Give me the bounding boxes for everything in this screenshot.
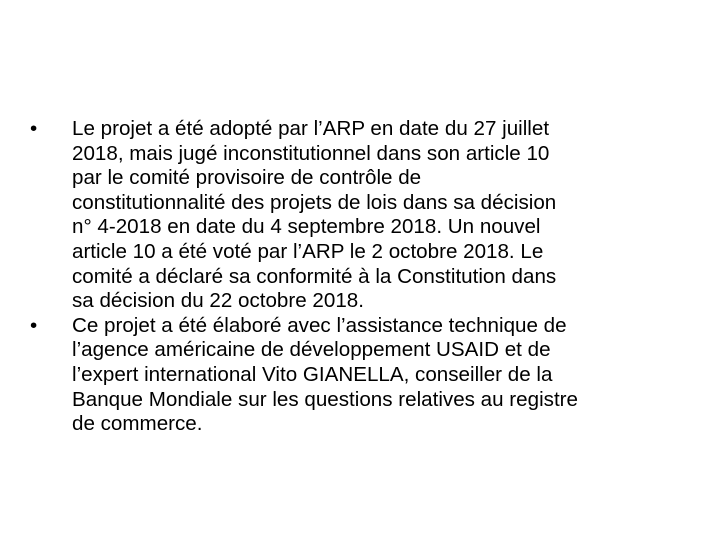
text-line: sa décision du 22 octobre 2018. — [72, 289, 364, 313]
text-line: par le comité provisoire de contrôle de — [72, 166, 422, 190]
bullet-list — [30, 117, 690, 437]
text-line: Ce projet a été élaboré avec l’assistance technique de — [72, 313, 567, 337]
text-line: comité a déclaré sa conformité à la Constitution dans — [72, 264, 557, 288]
text-line: 2018, mais jugé inconstitutionnel dans son article 10 — [72, 141, 550, 165]
bullet-item-assistance — [30, 314, 690, 437]
text-line: l’agence américaine de développement USAID et de — [72, 338, 551, 362]
text-line: l’expert international Vito GIANELLA, conseiller de la — [72, 362, 553, 386]
text-line: n° 4-2018 en date du 4 septembre 2018. Un nouvel — [72, 215, 541, 239]
bullet-icon: • — [30, 117, 38, 140]
text-line: Le projet a été adopté par l’ARP en date du 27 juillet — [72, 117, 550, 140]
bullet-icon: • — [30, 313, 38, 337]
text-line: Banque Mondiale sur les questions relatives au registre — [72, 387, 578, 411]
text-line: de commerce. — [72, 412, 203, 436]
bullet-item-adoption — [30, 117, 690, 314]
text-line: article 10 a été voté par l’ARP le 2 octobre 2018. Le — [72, 239, 544, 263]
text-line: constitutionnalité des projets de lois dans sa décision — [72, 190, 557, 214]
